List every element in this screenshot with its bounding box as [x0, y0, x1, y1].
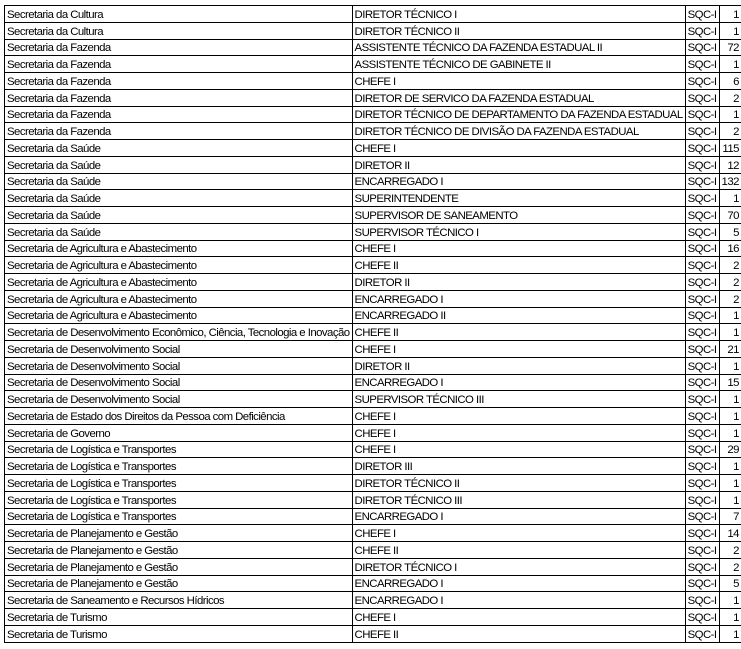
- cell-count: 1: [719, 106, 741, 123]
- cell-position-title: DIRETOR TÉCNICO DE DIVISÃO DA FAZENDA ESTADUAL: [352, 123, 685, 140]
- cell-count: 70: [719, 207, 741, 224]
- cell-count: 1: [719, 491, 741, 508]
- cell-count: 2: [719, 558, 741, 575]
- cell-position-title: DIRETOR DE SERVICO DA FAZENDA ESTADUAL: [352, 89, 685, 106]
- cell-count: 1: [719, 357, 741, 374]
- table-row: [5, 575, 741, 592]
- cell-department: Secretaria da Saúde: [5, 156, 353, 173]
- cell-symbol: SQC-I: [685, 458, 719, 475]
- cell-department: Secretaria da Fazenda: [5, 56, 353, 73]
- cell-department: Secretaria de Desenvolvimento Social: [5, 341, 353, 358]
- cell-symbol: SQC-I: [685, 290, 719, 307]
- table-row: [5, 609, 741, 626]
- cell-symbol: SQC-I: [685, 508, 719, 525]
- cell-position-title: CHEFE I: [352, 408, 685, 425]
- cell-department: Secretaria de Estado dos Direitos da Pessoa com Deficiência: [5, 408, 353, 425]
- positions-table: [4, 5, 741, 643]
- table-row: [5, 207, 741, 224]
- cell-symbol: SQC-I: [685, 609, 719, 626]
- table-row: [5, 475, 741, 492]
- cell-department: Secretaria de Planejamento e Gestão: [5, 575, 353, 592]
- cell-symbol: SQC-I: [685, 207, 719, 224]
- cell-count: 1: [719, 625, 741, 642]
- table-row: [5, 39, 741, 56]
- cell-department: Secretaria da Saúde: [5, 173, 353, 190]
- cell-department: Secretaria de Logística e Transportes: [5, 441, 353, 458]
- cell-position-title: ASSISTENTE TÉCNICO DA FAZENDA ESTADUAL II: [352, 39, 685, 56]
- cell-count: 5: [719, 223, 741, 240]
- cell-position-title: CHEFE II: [352, 625, 685, 642]
- table-row: [5, 22, 741, 39]
- cell-position-title: ENCARREGADO I: [352, 173, 685, 190]
- cell-symbol: SQC-I: [685, 223, 719, 240]
- cell-symbol: SQC-I: [685, 39, 719, 56]
- cell-symbol: SQC-I: [685, 341, 719, 358]
- cell-position-title: SUPERINTENDENTE: [352, 190, 685, 207]
- cell-position-title: DIRETOR TÉCNICO I: [352, 6, 685, 23]
- table-row: [5, 542, 741, 559]
- table-row: [5, 458, 741, 475]
- cell-symbol: SQC-I: [685, 357, 719, 374]
- cell-count: 1: [719, 56, 741, 73]
- cell-symbol: SQC-I: [685, 441, 719, 458]
- cell-symbol: SQC-I: [685, 257, 719, 274]
- cell-count: 115: [719, 140, 741, 157]
- cell-department: Secretaria de Saneamento e Recursos Hídricos: [5, 592, 353, 609]
- cell-department: Secretaria da Cultura: [5, 6, 353, 23]
- cell-department: Secretaria de Planejamento e Gestão: [5, 558, 353, 575]
- cell-department: Secretaria da Saúde: [5, 207, 353, 224]
- table-row: [5, 441, 741, 458]
- cell-position-title: ENCARREGADO I: [352, 508, 685, 525]
- table-row: [5, 73, 741, 90]
- cell-position-title: CHEFE I: [352, 609, 685, 626]
- cell-symbol: SQC-I: [685, 408, 719, 425]
- cell-count: 2: [719, 274, 741, 291]
- cell-count: 16: [719, 240, 741, 257]
- cell-symbol: SQC-I: [685, 190, 719, 207]
- cell-position-title: CHEFE I: [352, 441, 685, 458]
- cell-department: Secretaria de Logística e Transportes: [5, 458, 353, 475]
- cell-position-title: CHEFE I: [352, 424, 685, 441]
- cell-department: Secretaria de Agricultura e Abastecimento: [5, 257, 353, 274]
- cell-position-title: ENCARREGADO I: [352, 575, 685, 592]
- table-row: [5, 341, 741, 358]
- cell-count: 1: [719, 458, 741, 475]
- cell-department: Secretaria de Desenvolvimento Social: [5, 391, 353, 408]
- cell-count: 21: [719, 341, 741, 358]
- table-row: [5, 173, 741, 190]
- table-row: [5, 558, 741, 575]
- cell-position-title: CHEFE I: [352, 525, 685, 542]
- cell-position-title: CHEFE II: [352, 324, 685, 341]
- cell-symbol: SQC-I: [685, 123, 719, 140]
- cell-symbol: SQC-I: [685, 156, 719, 173]
- table-row: [5, 56, 741, 73]
- cell-symbol: SQC-I: [685, 592, 719, 609]
- table-row: [5, 89, 741, 106]
- cell-symbol: SQC-I: [685, 542, 719, 559]
- cell-position-title: DIRETOR TÉCNICO I: [352, 558, 685, 575]
- table-row: [5, 525, 741, 542]
- cell-count: 7: [719, 508, 741, 525]
- cell-department: Secretaria da Saúde: [5, 223, 353, 240]
- cell-position-title: CHEFE I: [352, 240, 685, 257]
- cell-symbol: SQC-I: [685, 140, 719, 157]
- cell-position-title: SUPERVISOR TÉCNICO III: [352, 391, 685, 408]
- table-row: [5, 240, 741, 257]
- cell-department: Secretaria de Logística e Transportes: [5, 475, 353, 492]
- cell-department: Secretaria de Desenvolvimento Econômico, Ciência, Tecnologia e Inovação: [5, 324, 353, 341]
- positions-table-body: [5, 6, 741, 643]
- cell-position-title: CHEFE I: [352, 341, 685, 358]
- cell-position-title: CHEFE I: [352, 140, 685, 157]
- cell-count: 2: [719, 542, 741, 559]
- cell-count: 5: [719, 575, 741, 592]
- cell-department: Secretaria de Agricultura e Abastecimento: [5, 290, 353, 307]
- cell-department: Secretaria da Saúde: [5, 190, 353, 207]
- cell-count: 14: [719, 525, 741, 542]
- cell-symbol: SQC-I: [685, 307, 719, 324]
- cell-department: Secretaria de Governo: [5, 424, 353, 441]
- cell-position-title: ENCARREGADO I: [352, 290, 685, 307]
- cell-symbol: SQC-I: [685, 89, 719, 106]
- cell-department: Secretaria de Turismo: [5, 609, 353, 626]
- cell-symbol: SQC-I: [685, 56, 719, 73]
- cell-count: 2: [719, 290, 741, 307]
- cell-symbol: SQC-I: [685, 491, 719, 508]
- cell-position-title: ASSISTENTE TÉCNICO DE GABINETE II: [352, 56, 685, 73]
- cell-department: Secretaria da Fazenda: [5, 106, 353, 123]
- cell-count: 2: [719, 257, 741, 274]
- cell-department: Secretaria de Planejamento e Gestão: [5, 542, 353, 559]
- cell-count: 1: [719, 307, 741, 324]
- cell-count: 1: [719, 190, 741, 207]
- cell-position-title: DIRETOR II: [352, 156, 685, 173]
- cell-symbol: SQC-I: [685, 391, 719, 408]
- cell-position-title: DIRETOR II: [352, 274, 685, 291]
- cell-department: Secretaria de Desenvolvimento Social: [5, 357, 353, 374]
- table-row: [5, 223, 741, 240]
- cell-position-title: CHEFE I: [352, 73, 685, 90]
- cell-count: 72: [719, 39, 741, 56]
- cell-department: Secretaria da Fazenda: [5, 73, 353, 90]
- cell-department: Secretaria da Fazenda: [5, 39, 353, 56]
- table-row: [5, 106, 741, 123]
- cell-symbol: SQC-I: [685, 106, 719, 123]
- cell-position-title: CHEFE II: [352, 542, 685, 559]
- cell-symbol: SQC-I: [685, 173, 719, 190]
- table-row: [5, 6, 741, 23]
- cell-position-title: DIRETOR TÉCNICO II: [352, 475, 685, 492]
- table-row: [5, 190, 741, 207]
- cell-position-title: ENCARREGADO I: [352, 592, 685, 609]
- cell-department: Secretaria de Agricultura e Abastecimento: [5, 274, 353, 291]
- cell-symbol: SQC-I: [685, 525, 719, 542]
- table-row: [5, 391, 741, 408]
- cell-position-title: CHEFE II: [352, 257, 685, 274]
- table-row: [5, 625, 741, 642]
- cell-symbol: SQC-I: [685, 240, 719, 257]
- cell-position-title: ENCARREGADO II: [352, 307, 685, 324]
- cell-count: 1: [719, 22, 741, 39]
- cell-department: Secretaria de Agricultura e Abastecimento: [5, 240, 353, 257]
- cell-symbol: SQC-I: [685, 274, 719, 291]
- cell-symbol: SQC-I: [685, 374, 719, 391]
- cell-symbol: SQC-I: [685, 575, 719, 592]
- table-row: [5, 156, 741, 173]
- cell-department: Secretaria de Planejamento e Gestão: [5, 525, 353, 542]
- cell-position-title: DIRETOR TÉCNICO DE DEPARTAMENTO DA FAZENDA ESTADUAL: [352, 106, 685, 123]
- cell-count: 6: [719, 73, 741, 90]
- cell-count: 1: [719, 6, 741, 23]
- cell-department: Secretaria de Agricultura e Abastecimento: [5, 307, 353, 324]
- cell-count: 1: [719, 408, 741, 425]
- cell-count: 2: [719, 89, 741, 106]
- cell-position-title: DIRETOR II: [352, 357, 685, 374]
- table-row: [5, 324, 741, 341]
- table-row: [5, 257, 741, 274]
- table-row: [5, 123, 741, 140]
- cell-department: Secretaria da Fazenda: [5, 123, 353, 140]
- table-row: [5, 592, 741, 609]
- cell-symbol: SQC-I: [685, 558, 719, 575]
- table-row: [5, 491, 741, 508]
- cell-count: 1: [719, 424, 741, 441]
- cell-position-title: SUPERVISOR TÉCNICO I: [352, 223, 685, 240]
- cell-position-title: ENCARREGADO I: [352, 374, 685, 391]
- table-row: [5, 374, 741, 391]
- cell-department: Secretaria de Logística e Transportes: [5, 508, 353, 525]
- cell-department: Secretaria de Logística e Transportes: [5, 491, 353, 508]
- table-row: [5, 424, 741, 441]
- cell-symbol: SQC-I: [685, 6, 719, 23]
- cell-count: 29: [719, 441, 741, 458]
- cell-department: Secretaria de Desenvolvimento Social: [5, 374, 353, 391]
- cell-symbol: SQC-I: [685, 625, 719, 642]
- cell-count: 1: [719, 609, 741, 626]
- cell-count: 2: [719, 123, 741, 140]
- cell-count: 1: [719, 592, 741, 609]
- cell-symbol: SQC-I: [685, 73, 719, 90]
- cell-count: 1: [719, 324, 741, 341]
- table-row: [5, 357, 741, 374]
- cell-department: Secretaria da Cultura: [5, 22, 353, 39]
- cell-symbol: SQC-I: [685, 22, 719, 39]
- table-row: [5, 274, 741, 291]
- table-row: [5, 508, 741, 525]
- table-row: [5, 290, 741, 307]
- cell-symbol: SQC-I: [685, 475, 719, 492]
- cell-count: 1: [719, 475, 741, 492]
- cell-symbol: SQC-I: [685, 424, 719, 441]
- table-row: [5, 307, 741, 324]
- cell-department: Secretaria de Turismo: [5, 625, 353, 642]
- cell-count: 12: [719, 156, 741, 173]
- table-row: [5, 408, 741, 425]
- cell-position-title: DIRETOR TÉCNICO III: [352, 491, 685, 508]
- table-row: [5, 140, 741, 157]
- cell-department: Secretaria da Fazenda: [5, 89, 353, 106]
- cell-position-title: DIRETOR TÉCNICO II: [352, 22, 685, 39]
- cell-position-title: SUPERVISOR DE SANEAMENTO: [352, 207, 685, 224]
- cell-count: 1: [719, 391, 741, 408]
- cell-count: 132: [719, 173, 741, 190]
- cell-position-title: DIRETOR III: [352, 458, 685, 475]
- cell-count: 15: [719, 374, 741, 391]
- cell-department: Secretaria da Saúde: [5, 140, 353, 157]
- cell-symbol: SQC-I: [685, 324, 719, 341]
